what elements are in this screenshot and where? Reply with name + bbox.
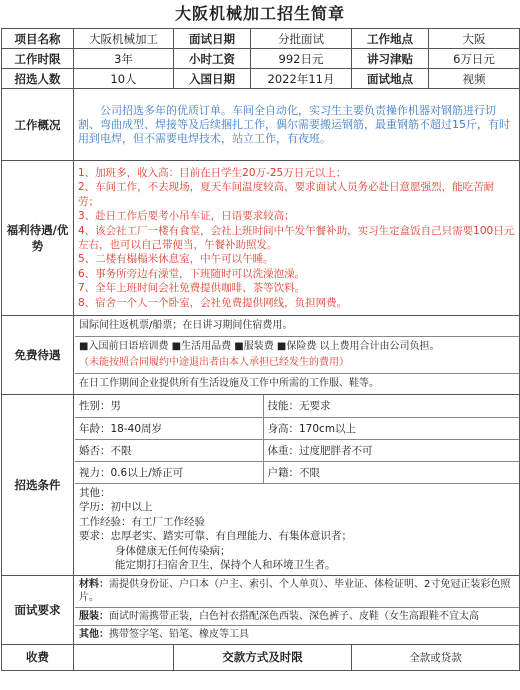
other-requirement: 要求：忠厚老实、踏实可靠、有自理能力、有集体意识者；	[79, 530, 352, 542]
other-heading: 其他：	[79, 486, 111, 499]
label-interview: 面试要求	[2, 575, 74, 644]
info-table	[1, 28, 520, 671]
welfare-item: 1、加班多，收入高：目前在日学生20万-25万日元以上；	[78, 166, 347, 179]
value-work-location: 大阪	[429, 29, 520, 49]
interview-other-label: 其他：	[79, 629, 109, 640]
value-interview-location: 视频	[429, 69, 520, 89]
label-work-location: 工作地点	[352, 29, 429, 49]
materials-label: 材料：	[79, 578, 109, 590]
label-work-term: 工作时限	[2, 49, 74, 69]
value-headcount: 10人	[74, 69, 174, 89]
label-free: 免费待遇	[2, 316, 74, 395]
interview-materials	[75, 576, 520, 608]
welfare-item: 6、事务所旁边有澡堂，下班随时可以洗澡泡澡。	[78, 267, 306, 280]
row-conditions	[2, 395, 520, 576]
other-health: 身体健康无任何传染病；	[115, 544, 231, 557]
value-payment-method: 全款或贷款	[352, 644, 520, 670]
label-conditions: 招选条件	[2, 395, 74, 576]
other-hygiene: 能定期打扫宿舍卫生，保持个人和环境卫生者。	[115, 559, 336, 571]
label-overview: 工作概况	[2, 89, 74, 161]
welfare-list	[74, 161, 520, 316]
welfare-item: 2、车间工作，不去现场，夏天车间温度较高，要求面试人员务必赴日意愿强烈，能吃苦耐劳；	[78, 181, 495, 208]
row-term	[2, 49, 520, 69]
interview-clothing	[75, 607, 520, 626]
row-free	[2, 316, 520, 395]
label-training-allowance: 讲习津贴	[352, 49, 429, 69]
label-interview-location: 面试地点	[352, 69, 429, 89]
page-title: 大阪机械加工招生简章	[174, 4, 345, 23]
clothing-label: 服装：	[79, 610, 109, 622]
welfare-item: 4、该会社工厂一楼有食堂，会社上班时间中午发午餐补助，实习生定盒饭自己只需要100日元左右，也可以自己带便当，午餐补助照发。	[78, 224, 515, 251]
cond-hukou: 户籍：不限	[263, 461, 520, 483]
row-fee	[2, 644, 520, 670]
value-work-term: 3年	[74, 49, 174, 69]
free-line-4: 在日工作期间企业提供所有生活设施及工作中所需的工作服、鞋等。	[79, 378, 379, 389]
value-interview-date: 分批面试	[251, 29, 352, 49]
clothing-text: 面试时需携带正装，白色衬衣搭配深色西装、深色裤子、皮鞋（女生高跟鞋不宜太高	[109, 610, 479, 622]
welfare-item: 8、宿舍一个人一个卧室，会社免费提供网线，负担网费。	[78, 296, 348, 309]
label-hourly-wage: 小时工资	[174, 49, 251, 69]
welfare-item: 7、全年上班时间会社免费提供咖啡、茶等饮料。	[78, 282, 306, 295]
cond-weight: 体重：过度肥胖者不可	[263, 439, 520, 461]
interview-other-text: 携带签字笔、铅笔、橡皮等工具	[109, 629, 249, 640]
label-fee: 收费	[2, 644, 74, 670]
row-project	[2, 29, 520, 49]
interview-other	[75, 626, 520, 644]
free-fees: ■入国前日语培训费 ■生活用品费 ■服装费 ■保险费 以上费用合计由公司负担。	[79, 341, 440, 352]
label-payment-method: 交款方式及时限	[174, 644, 352, 670]
value-hourly-wage: 992日元	[251, 49, 352, 69]
other-education: 学历：初中以上	[79, 501, 153, 513]
free-line-1: 国际间往返机票/船票；在日讲习期间住宿费用。	[75, 316, 520, 337]
label-entry-date: 入国日期	[174, 69, 251, 89]
welfare-item: 5、二楼有榻榻米休息室，中午可以午睡。	[78, 253, 274, 266]
welfare-item: 3、赴日工作后要考小吊车证，日语要求较高；	[78, 210, 295, 223]
value-training-allowance: 6万日元	[429, 49, 520, 69]
row-interview	[2, 575, 520, 644]
cond-other	[75, 483, 520, 575]
free-warning: （未能按照合同履约中途退出者由本人承担已经发生的费用）	[79, 357, 349, 368]
value-entry-date: 2022年11月	[251, 69, 352, 89]
value-fee	[74, 644, 174, 670]
free-line-2	[75, 337, 520, 374]
cond-gender: 性别：男	[75, 395, 263, 417]
label-project-name: 项目名称	[2, 29, 74, 49]
free-content	[74, 316, 520, 395]
interview-content	[74, 575, 520, 644]
materials-text: 需提供身份证、户口本（户主、索引、个人单页）、毕业证、体检证明、2寸免冠正装彩色照片。	[79, 578, 511, 603]
overview-text: 公司招选多年的优质订单。车间全自动化，实习生主要负责操作机器对钢筋进行切割、弯曲成型、焊接等及后续捆扎工作，偶尔需要搬运钢筋，最重钢筋不超过15斤，有时用到电焊，但不需要电焊技术，站立工作，有夜班。	[74, 89, 520, 161]
cond-age: 年龄：18-40周岁	[75, 417, 263, 439]
other-experience: 工作经验：有工厂工作经验	[79, 515, 205, 528]
label-interview-date: 面试日期	[174, 29, 251, 49]
label-headcount: 招选人数	[2, 69, 74, 89]
row-headcount	[2, 69, 520, 89]
cond-height: 身高：170cm以上	[263, 417, 520, 439]
row-overview	[2, 89, 520, 161]
label-welfare: 福利待遇/优势	[2, 161, 74, 316]
value-project-name: 大阪机械加工	[74, 29, 174, 49]
cond-skill: 技能：无要求	[263, 395, 520, 417]
cond-marital: 婚否：不限	[75, 439, 263, 461]
row-welfare	[2, 161, 520, 316]
cond-vision: 视力：0.6以上/矫正可	[75, 461, 263, 483]
conditions-content	[74, 395, 520, 576]
